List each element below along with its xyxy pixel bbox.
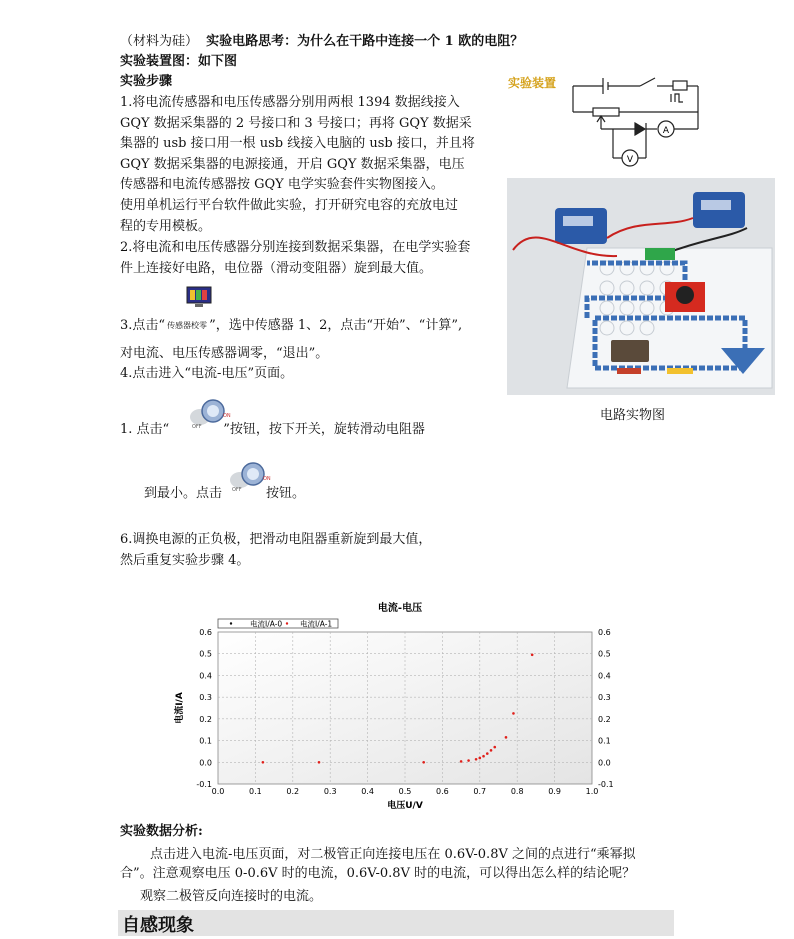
legend-marker-0 — [230, 622, 232, 624]
analysis-line: 合”。注意观察电压 0-0.6V 时的电流，0.6V-0.8V 时的电流，可以得出怎么样的结论呢？ — [120, 866, 636, 881]
step2-paragraph — [120, 238, 492, 279]
x-tick-label: 0.6 — [436, 787, 449, 796]
off-text: OFF — [192, 424, 202, 430]
x-tick-label: 0.0 — [211, 787, 225, 796]
software-line: 程的专用模板。 — [120, 218, 212, 234]
step3-line — [120, 316, 462, 336]
x-tick-label: 0.2 — [286, 787, 300, 796]
step6-line: 6.调换电源的正负极，把滑动电阻器重新旋到最大值， — [120, 532, 432, 547]
on-text: ON — [263, 476, 271, 482]
x-tick-label: 0.8 — [510, 787, 524, 796]
chart-title: 电流-电压 — [377, 603, 423, 614]
analysis-line: 点击进入电流-电压页面，对二极管正向连接电压在 0.6V-0.8V 之间的点进行“乘幂拟 — [150, 847, 636, 862]
y-tick-label-left: -0.1 — [196, 780, 212, 789]
on-text: ON — [223, 413, 231, 419]
data-point-series-1 — [422, 761, 425, 764]
data-point-series-1 — [482, 755, 485, 758]
voltmeter-label: V — [626, 155, 634, 165]
potentiometer-icon — [593, 108, 619, 116]
data-point-series-1 — [262, 761, 265, 764]
sensor-zero-label[interactable]: 传感器校零 — [167, 321, 208, 330]
photo-caption: 电路实物图 — [600, 408, 666, 423]
data-point-series-1 — [479, 757, 482, 760]
y-tick-label-right: -0.1 — [598, 780, 614, 789]
x-tick-label: 0.5 — [398, 787, 412, 796]
section-heading: 自感现象 — [122, 915, 194, 936]
apparatus-label: 实验装置 — [508, 76, 557, 90]
diode-icon — [635, 123, 645, 135]
y-tick-label-right: 0.4 — [598, 671, 611, 681]
y-tick-label-left: 0.6 — [199, 628, 212, 637]
data-point-series-1 — [475, 758, 478, 761]
x-tick-label: 0.7 — [473, 787, 487, 796]
step5-line2-prefix: 到最小。点击 — [144, 486, 223, 501]
step1-line: GQY 数据采集器的 2 号接口和 3 号接口；再将 GQY 数据采 — [120, 115, 472, 131]
y-tick-label-left: 0.0 — [199, 758, 212, 768]
step3-prefix: 3.点击“ — [120, 318, 166, 333]
y-axis-label: 电流I/A — [175, 692, 185, 724]
circuit-photo — [507, 178, 775, 395]
step5-prefix: 1. 点击“ — [120, 422, 170, 437]
y-tick-label-right: 0.5 — [598, 649, 611, 659]
data-point-series-1 — [505, 736, 508, 739]
steps-title: 实验步骤 — [120, 74, 173, 89]
y-tick-label-right: 0.0 — [598, 758, 611, 768]
y-tick-label-right: 0.1 — [598, 736, 611, 746]
off-text: OFF — [232, 487, 242, 493]
step1-line: 集器的 usb 接口用一根 usb 线接入电脑的 usb 接口，并且将 — [120, 136, 475, 151]
iv-chart-svg — [160, 598, 630, 812]
step5-line2 — [144, 482, 305, 501]
iv-chart — [160, 598, 630, 812]
data-point-series-1 — [493, 746, 496, 749]
y-tick-label-right: 0.2 — [598, 714, 611, 724]
y-tick-label-left: 0.5 — [199, 649, 212, 659]
software-line: 使用单机运行平台软件做此实验，打开研究电容的充放电过 — [120, 198, 459, 213]
y-tick-label-left: 0.1 — [199, 736, 212, 746]
sensor-zero-monitor-icon[interactable] — [186, 286, 212, 308]
step3-suffix: ”，选中传感器 1、2，点击“开始”、“计算”, — [209, 318, 463, 333]
section-heading-bar — [118, 910, 674, 936]
x-axis-label: 电压U/V — [387, 801, 423, 811]
data-point-series-1 — [531, 654, 534, 657]
legend-label-0: 电流I/A-0 — [250, 619, 283, 629]
step1-line: 传感器和电流传感器按 GQY 电学实验套件实物图接入。 — [120, 177, 444, 192]
data-point-series-1 — [460, 760, 463, 763]
y-tick-label-right: 0.6 — [598, 628, 611, 637]
step3-line2: 对电流、电压传感器调零，“退出”。 — [120, 346, 329, 361]
step1-line: GQY 数据采集器的电源接通，开启 GQY 数据采集器，电压 — [120, 156, 465, 172]
data-point-series-1 — [512, 712, 515, 715]
software-paragraph — [120, 196, 492, 237]
legend-marker-1 — [286, 622, 288, 624]
resistor-icon — [673, 81, 687, 90]
y-tick-label-right: 0.3 — [598, 693, 611, 703]
ammeter-label: A — [662, 126, 670, 136]
step2-line: 件上连接好电路，电位器（滑动变阻器）旋到最大值。 — [120, 260, 433, 276]
step6-line: 然后重复实验步骤 4。 — [120, 553, 250, 568]
y-tick-label-left: 0.2 — [199, 714, 212, 724]
step1-line: 1.将电流传感器和电压传感器分别用两根 1394 数据线接入 — [120, 95, 460, 110]
step4-line: 4.点击进入“电流-电压”页面。 — [120, 366, 294, 381]
setup-title: 实验装置图：如下图 — [120, 54, 238, 69]
data-point-series-1 — [467, 759, 470, 762]
x-tick-label: 1.0 — [585, 787, 599, 796]
circuit-question: 实验电路思考：为什么在干路中连接一个 1 欧的电阻？ — [206, 34, 524, 49]
switch-icon — [640, 78, 655, 86]
x-tick-label: 0.3 — [323, 787, 337, 796]
material-note: （材料为硅） — [120, 34, 199, 49]
x-tick-label: 0.9 — [548, 787, 561, 796]
battery-pack-icon — [611, 340, 649, 362]
legend-label-1: 电流I/A-1 — [300, 619, 333, 629]
data-point-series-1 — [490, 749, 493, 752]
header-line — [120, 32, 523, 52]
analysis-title: 实验数据分析: — [120, 824, 203, 839]
step5-line2-suffix: 按钮。 — [266, 486, 306, 501]
y-tick-label-left: 0.3 — [199, 693, 212, 703]
data-point-series-1 — [486, 752, 489, 755]
step5-suffix: ”按钮，按下开关，旋转滑动电阻器 — [223, 422, 425, 437]
x-tick-label: 0.4 — [361, 787, 374, 796]
x-tick-label: 0.1 — [249, 787, 262, 796]
analysis-line: 观察二极管反向连接时的电流。 — [140, 889, 323, 904]
y-tick-label-left: 0.4 — [199, 671, 212, 681]
circuit-schematic — [505, 72, 705, 178]
step1-paragraph — [120, 93, 492, 196]
step2-line: 2.将电流和电压传感器分别连接到数据采集器，在电学实验套 — [120, 240, 471, 255]
step5-line — [120, 420, 425, 440]
data-point-series-1 — [318, 761, 321, 764]
